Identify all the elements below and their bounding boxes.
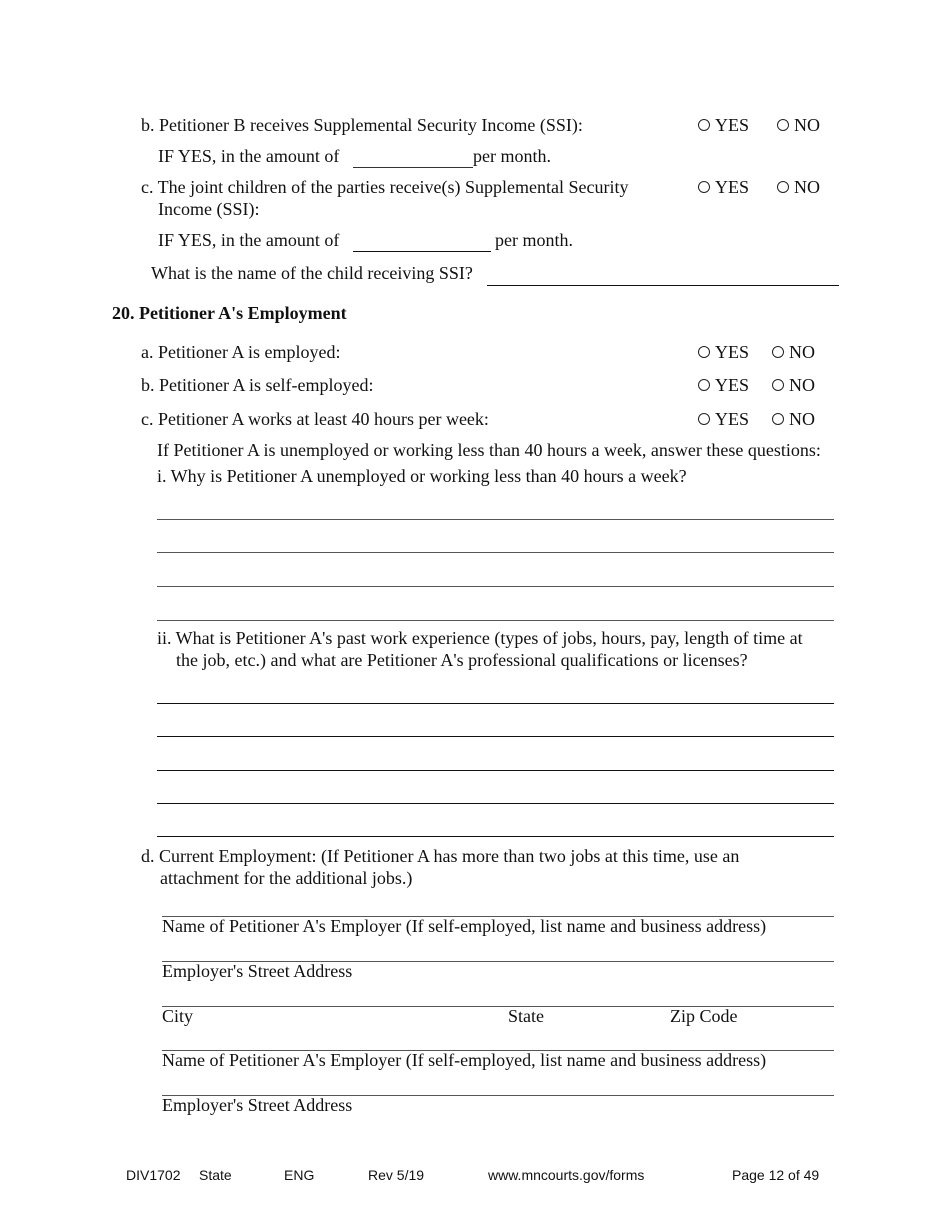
ssi-c-amount-field[interactable] <box>353 251 491 252</box>
no-label: NO <box>794 177 820 197</box>
employed-no-radio[interactable] <box>772 341 815 363</box>
radio-circle-icon[interactable] <box>698 346 710 358</box>
answer-ii-line-5[interactable] <box>157 836 834 837</box>
ssi-children-question-line2: Income (SSI): <box>158 199 260 219</box>
answer-i-line-3[interactable] <box>157 586 834 587</box>
ssi-c-amount-suffix: per month. <box>495 230 573 250</box>
employer-name-1-label: Name of Petitioner A's Employer (If self-employed, list name and business address) <box>162 916 767 936</box>
ssi-petitioner-b-no-radio[interactable] <box>777 114 820 136</box>
question-i: i. Why is Petitioner A unemployed or working less than 40 hours a week? <box>157 466 687 486</box>
radio-circle-icon[interactable] <box>698 181 710 193</box>
radio-circle-icon[interactable] <box>772 379 784 391</box>
answer-i-line-2[interactable] <box>157 552 834 553</box>
ssi-children-yes-radio[interactable] <box>698 176 749 198</box>
yes-label: YES <box>715 177 750 197</box>
no-label: NO <box>789 375 815 395</box>
zip-label: Zip Code <box>670 1006 738 1026</box>
self-employed-no-radio[interactable] <box>772 374 815 396</box>
current-employment-line1: d. Current Employment: (If Petitioner A has more than two jobs at this time, use an <box>141 846 740 866</box>
employed-yes-radio[interactable] <box>698 341 749 363</box>
ssi-b-amount-field[interactable] <box>353 167 473 168</box>
state-label: State <box>508 1006 544 1026</box>
question-ii-line2: the job, etc.) and what are Petitioner A's professional qualifications or licenses? <box>176 650 748 670</box>
answer-ii-line-3[interactable] <box>157 770 834 771</box>
radio-circle-icon[interactable] <box>777 119 789 131</box>
answer-ii-line-2[interactable] <box>157 736 834 737</box>
radio-circle-icon[interactable] <box>698 413 710 425</box>
footer-page-number: Page 12 of 49 <box>732 1167 820 1183</box>
self-employed-yes-radio[interactable] <box>698 374 749 396</box>
answer-i-line-4[interactable] <box>157 620 834 621</box>
ssi-children-no-radio[interactable] <box>777 176 820 198</box>
footer-form-id: DIV1702 <box>126 1167 181 1183</box>
ssi-petitioner-b-question: b. Petitioner B receives Supplemental Security Income (SSI): <box>141 115 583 135</box>
answer-ii-line-4[interactable] <box>157 803 834 804</box>
yes-label: YES <box>715 115 750 135</box>
street-2-label: Employer's Street Address <box>162 1095 353 1115</box>
radio-circle-icon[interactable] <box>698 119 710 131</box>
no-label: NO <box>794 115 820 135</box>
ssi-b-amount-prefix: IF YES, in the amount of <box>158 146 340 166</box>
footer-revision: Rev 5/19 <box>368 1167 425 1183</box>
forty-hours-question: c. Petitioner A works at least 40 hours per week: <box>141 409 489 429</box>
employed-question: a. Petitioner A is employed: <box>141 342 341 362</box>
answer-i-line-1[interactable] <box>157 519 834 520</box>
forty-hours-no-radio[interactable] <box>772 408 815 430</box>
current-employment-line2: attachment for the additional jobs.) <box>160 868 413 888</box>
forty-hours-yes-radio[interactable] <box>698 408 749 430</box>
footer-language: ENG <box>284 1167 315 1183</box>
ssi-petitioner-b-yes-radio[interactable] <box>698 114 749 136</box>
ssi-child-name-field[interactable] <box>487 285 839 286</box>
radio-circle-icon[interactable] <box>772 413 784 425</box>
no-label: NO <box>789 409 815 429</box>
radio-circle-icon[interactable] <box>777 181 789 193</box>
employer-name-2-label: Name of Petitioner A's Employer (If self-employed, list name and business address) <box>162 1050 767 1070</box>
section-heading: 20. Petitioner A's Employment <box>112 303 347 323</box>
street-1-label: Employer's Street Address <box>162 961 353 981</box>
no-label: NO <box>789 342 815 362</box>
city-label: City <box>162 1006 194 1026</box>
question-ii-line1: ii. What is Petitioner A's past work experience (types of jobs, hours, pay, length of time at <box>157 628 803 648</box>
ssi-c-amount-prefix: IF YES, in the amount of <box>158 230 340 250</box>
ssi-children-question-line1: c. The joint children of the parties receive(s) Supplemental Security <box>141 177 629 197</box>
answer-ii-line-1[interactable] <box>157 703 834 704</box>
radio-circle-icon[interactable] <box>698 379 710 391</box>
self-employed-question: b. Petitioner A is self-employed: <box>141 375 374 395</box>
yes-label: YES <box>715 375 750 395</box>
yes-label: YES <box>715 342 750 362</box>
yes-label: YES <box>715 409 750 429</box>
radio-circle-icon[interactable] <box>772 346 784 358</box>
ssi-child-name-label: What is the name of the child receiving SSI? <box>151 263 473 283</box>
followup-intro: If Petitioner A is unemployed or working less than 40 hours a week, answer these questions: <box>157 440 821 460</box>
ssi-b-amount-suffix: per month. <box>473 146 551 166</box>
footer-url[interactable]: www.mncourts.gov/forms <box>488 1167 645 1183</box>
footer-state: State <box>199 1167 232 1183</box>
